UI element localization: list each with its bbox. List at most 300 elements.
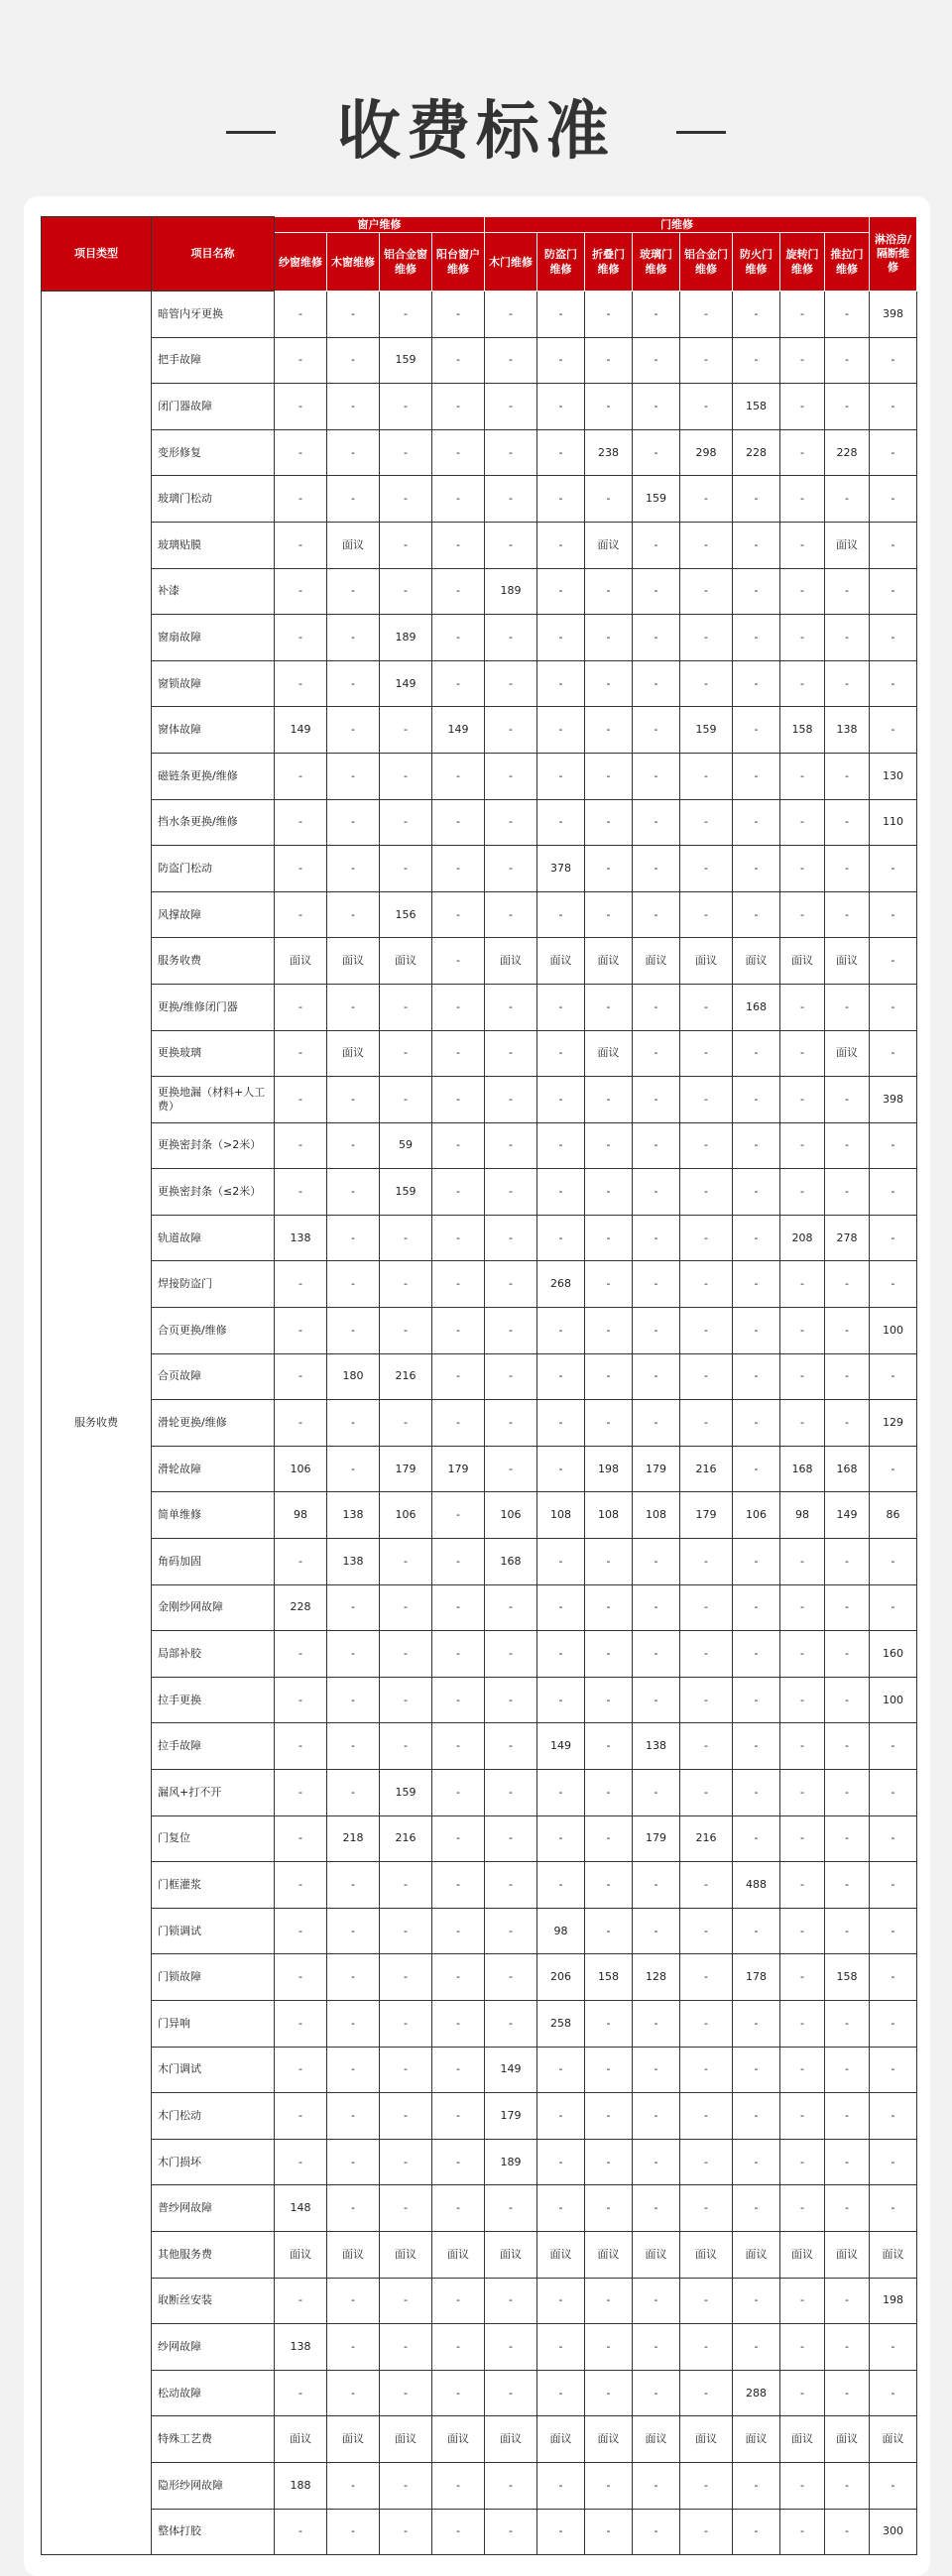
price-cell: 面议	[485, 938, 537, 985]
table-row	[42, 1908, 917, 1954]
price-cell: -	[485, 846, 537, 892]
price-cell: 398	[870, 1077, 917, 1123]
table-row	[42, 615, 917, 661]
price-cell: -	[680, 1908, 733, 1954]
price-cell: -	[680, 2000, 733, 2047]
price-cell: -	[825, 1862, 870, 1909]
price-cell: 268	[537, 1261, 585, 1308]
price-cell: -	[633, 2047, 680, 2093]
price-cell: 159	[680, 707, 733, 754]
item-name: 更换地漏（材料+人工费）	[152, 1077, 275, 1123]
price-cell: 149	[380, 660, 432, 707]
price-cell: -	[825, 2278, 870, 2324]
header-name: 项目名称	[152, 217, 275, 292]
price-cell: -	[432, 660, 485, 707]
price-cell: -	[432, 476, 485, 523]
price-cell: -	[380, 1954, 432, 2001]
price-cell: 面议	[733, 938, 780, 985]
table-row	[42, 846, 917, 892]
price-cell: 378	[537, 846, 585, 892]
price-cell: 面议	[780, 938, 825, 985]
price-cell: -	[585, 1677, 633, 1723]
price-cell: -	[585, 2047, 633, 2093]
price-cell: 160	[870, 1631, 917, 1678]
price-cell: -	[275, 2000, 327, 2047]
header-group-window: 窗户维修	[275, 217, 485, 233]
price-cell: -	[633, 1908, 680, 1954]
price-cell: -	[780, 2509, 825, 2555]
price-cell: -	[485, 1353, 537, 1400]
price-cell: -	[485, 1077, 537, 1123]
header-col-4: 木门维修	[485, 233, 537, 292]
price-cell: 258	[537, 2000, 585, 2047]
table-row	[42, 1122, 917, 1169]
price-cell: 面议	[825, 1030, 870, 1077]
price-cell: -	[432, 2370, 485, 2416]
price-cell: -	[380, 429, 432, 476]
item-name: 门框灌浆	[152, 1862, 275, 1909]
price-cell: -	[633, 337, 680, 384]
price-cell: -	[380, 1030, 432, 1077]
item-name: 取断丝安装	[152, 2278, 275, 2324]
price-cell: -	[485, 429, 537, 476]
price-cell: -	[733, 891, 780, 938]
price-cell: -	[327, 1908, 380, 1954]
price-cell: -	[380, 846, 432, 892]
price-cell: -	[825, 2000, 870, 2047]
price-cell: -	[537, 522, 585, 568]
price-cell: -	[327, 1631, 380, 1678]
price-cell: -	[432, 846, 485, 892]
price-cell: -	[485, 1677, 537, 1723]
price-cell: -	[327, 1261, 380, 1308]
price-cell: -	[537, 660, 585, 707]
price-cell: -	[327, 429, 380, 476]
price-cell: -	[275, 384, 327, 430]
item-name: 特殊工艺费	[152, 2416, 275, 2463]
price-cell: -	[585, 1308, 633, 1354]
price-cell: -	[275, 1400, 327, 1447]
price-cell: -	[825, 891, 870, 938]
price-cell: 面议	[585, 2416, 633, 2463]
price-cell: -	[780, 2278, 825, 2324]
price-cell: -	[275, 1908, 327, 1954]
price-cell: 59	[380, 1122, 432, 1169]
price-cell: -	[780, 292, 825, 338]
price-cell: 238	[585, 429, 633, 476]
price-cell: 106	[733, 1492, 780, 1539]
price-cell: -	[327, 2000, 380, 2047]
price-cell: -	[585, 2139, 633, 2185]
price-cell: -	[780, 384, 825, 430]
price-cell: -	[733, 2324, 780, 2371]
price-cell: -	[537, 2185, 585, 2232]
price-cell: -	[870, 2139, 917, 2185]
price-cell: -	[327, 1169, 380, 1216]
type-cell: 服务收费	[42, 292, 152, 2555]
table-row	[42, 799, 917, 846]
item-name: 更换玻璃	[152, 1030, 275, 1077]
price-cell: -	[680, 1353, 733, 1400]
header-col-8: 铝合金门维修	[680, 233, 733, 292]
price-cell: 488	[733, 1862, 780, 1909]
price-cell: -	[485, 1908, 537, 1954]
price-cell: -	[870, 2185, 917, 2232]
price-cell: -	[485, 384, 537, 430]
price-cell: -	[585, 1169, 633, 1216]
price-cell: -	[680, 2324, 733, 2371]
header-col-9: 防火门维修	[733, 233, 780, 292]
price-cell: -	[537, 2370, 585, 2416]
price-cell: -	[432, 337, 485, 384]
item-name: 角码加固	[152, 1539, 275, 1585]
price-cell: -	[733, 2000, 780, 2047]
table-row	[42, 1631, 917, 1678]
table-row	[42, 429, 917, 476]
price-cell: -	[633, 891, 680, 938]
price-cell: -	[825, 615, 870, 661]
price-cell: -	[537, 1353, 585, 1400]
price-cell: -	[327, 2324, 380, 2371]
price-cell: -	[870, 2000, 917, 2047]
price-cell: 208	[780, 1215, 825, 1261]
price-cell: -	[432, 2509, 485, 2555]
item-name: 把手故障	[152, 337, 275, 384]
price-cell: 159	[380, 1770, 432, 1816]
price-cell: -	[380, 384, 432, 430]
price-cell: -	[825, 1077, 870, 1123]
price-cell: -	[680, 1584, 733, 1631]
price-cell: -	[275, 1353, 327, 1400]
price-cell: -	[825, 2093, 870, 2140]
price-cell: -	[733, 2185, 780, 2232]
price-cell: 面议	[585, 1030, 633, 1077]
price-cell: 228	[275, 1584, 327, 1631]
price-cell: -	[380, 2093, 432, 2140]
price-cell: -	[327, 2509, 380, 2555]
price-cell: -	[327, 1400, 380, 1447]
price-cell: -	[432, 1215, 485, 1261]
price-cell: -	[733, 1030, 780, 1077]
price-cell: -	[380, 1908, 432, 1954]
table-row	[42, 292, 917, 338]
price-cell: -	[327, 846, 380, 892]
price-cell: -	[870, 1862, 917, 1909]
price-cell: -	[633, 1215, 680, 1261]
price-cell: -	[585, 984, 633, 1030]
header-col-7: 玻璃门维修	[633, 233, 680, 292]
price-cell: -	[380, 522, 432, 568]
price-cell: 179	[380, 1446, 432, 1492]
table-row	[42, 2509, 917, 2555]
price-cell: -	[780, 337, 825, 384]
price-cell: 面议	[380, 2416, 432, 2463]
price-cell: -	[275, 2047, 327, 2093]
item-name: 合页故障	[152, 1353, 275, 1400]
title-dash-right	[676, 131, 726, 134]
price-cell: -	[633, 2370, 680, 2416]
price-cell: -	[585, 1400, 633, 1447]
price-cell: 面议	[680, 938, 733, 985]
item-name: 合页更换/维修	[152, 1308, 275, 1354]
price-cell: -	[585, 2509, 633, 2555]
price-cell: -	[537, 292, 585, 338]
price-cell: -	[680, 1400, 733, 1447]
price-cell: -	[733, 2278, 780, 2324]
price-cell: 228	[733, 429, 780, 476]
price-cell: -	[780, 2324, 825, 2371]
price-cell: 168	[485, 1539, 537, 1585]
price-cell: -	[733, 1122, 780, 1169]
price-cell: -	[733, 1215, 780, 1261]
price-cell: -	[870, 2324, 917, 2371]
price-cell: -	[327, 1446, 380, 1492]
table-row	[42, 2185, 917, 2232]
table-row	[42, 1308, 917, 1354]
price-cell: -	[825, 1723, 870, 1770]
price-cell: 198	[870, 2278, 917, 2324]
price-cell: 149	[825, 1492, 870, 1539]
price-cell: -	[870, 891, 917, 938]
price-cell: -	[780, 1677, 825, 1723]
table-row	[42, 2139, 917, 2185]
price-cell: -	[327, 2139, 380, 2185]
price-cell: -	[537, 984, 585, 1030]
price-cell: -	[825, 1539, 870, 1585]
price-cell: -	[870, 846, 917, 892]
price-cell: -	[485, 522, 537, 568]
table-row	[42, 2231, 917, 2278]
price-cell: -	[537, 1077, 585, 1123]
price-cell: -	[680, 1954, 733, 2001]
price-cell: 138	[633, 1723, 680, 1770]
price-cell: -	[432, 522, 485, 568]
price-cell: -	[275, 2139, 327, 2185]
table-row	[42, 476, 917, 523]
price-cell: -	[537, 476, 585, 523]
price-cell: -	[825, 984, 870, 1030]
price-cell: -	[275, 1308, 327, 1354]
price-cell: -	[537, 1862, 585, 1909]
price-cell: -	[825, 660, 870, 707]
price-cell: -	[537, 1400, 585, 1447]
price-cell: 188	[275, 2462, 327, 2509]
price-cell: -	[780, 1261, 825, 1308]
price-cell: -	[825, 2509, 870, 2555]
price-cell: -	[780, 1539, 825, 1585]
price-cell: -	[485, 2185, 537, 2232]
item-name: 简单维修	[152, 1492, 275, 1539]
item-name: 补漆	[152, 568, 275, 615]
item-name: 轨道故障	[152, 1215, 275, 1261]
price-cell: -	[780, 2047, 825, 2093]
price-cell: -	[825, 568, 870, 615]
table-row	[42, 2416, 917, 2463]
price-cell: -	[825, 1353, 870, 1400]
price-cell: 面议	[825, 938, 870, 985]
price-cell: -	[633, 2324, 680, 2371]
table-row	[42, 1446, 917, 1492]
price-cell: 面议	[780, 2231, 825, 2278]
price-cell: -	[733, 2509, 780, 2555]
price-cell: -	[485, 2509, 537, 2555]
price-cell: -	[733, 799, 780, 846]
price-cell: -	[825, 799, 870, 846]
title-bar	[0, 77, 952, 186]
price-cell: -	[825, 846, 870, 892]
table-row	[42, 2462, 917, 2509]
price-cell: -	[825, 2462, 870, 2509]
price-cell: -	[585, 292, 633, 338]
price-cell: -	[870, 1169, 917, 1216]
price-cell: -	[327, 1723, 380, 1770]
price-cell: -	[327, 1122, 380, 1169]
header-col-0: 纱窗维修	[275, 233, 327, 292]
item-name: 滑轮故障	[152, 1446, 275, 1492]
price-cell: -	[780, 1954, 825, 2001]
price-cell: -	[380, 2139, 432, 2185]
price-cell: -	[780, 1584, 825, 1631]
price-cell: 面议	[485, 2416, 537, 2463]
price-cell: 158	[825, 1954, 870, 2001]
price-cell: -	[780, 1169, 825, 1216]
price-cell: 面议	[327, 2231, 380, 2278]
price-cell: -	[780, 753, 825, 799]
item-name: 拉手故障	[152, 1723, 275, 1770]
price-cell: 149	[537, 1723, 585, 1770]
price-cell: -	[485, 1862, 537, 1909]
price-cell: 面议	[485, 2231, 537, 2278]
price-cell: -	[327, 1308, 380, 1354]
price-cell: -	[327, 2047, 380, 2093]
price-cell: 面议	[733, 2416, 780, 2463]
price-cell: -	[733, 1770, 780, 1816]
item-name: 松动故障	[152, 2370, 275, 2416]
price-cell: 106	[275, 1446, 327, 1492]
price-cell: -	[780, 1353, 825, 1400]
price-cell: -	[275, 660, 327, 707]
price-cell: -	[633, 799, 680, 846]
price-cell: -	[432, 1353, 485, 1400]
price-cell: -	[432, 984, 485, 1030]
price-cell: -	[275, 984, 327, 1030]
price-cell: -	[585, 1353, 633, 1400]
table-row	[42, 1492, 917, 1539]
price-cell: -	[380, 476, 432, 523]
price-cell: -	[633, 1584, 680, 1631]
price-cell: -	[275, 292, 327, 338]
price-cell: 128	[633, 1954, 680, 2001]
price-cell: 面议	[275, 938, 327, 985]
price-cell: -	[680, 1030, 733, 1077]
price-cell: 179	[485, 2093, 537, 2140]
price-cell: 158	[585, 1954, 633, 2001]
price-cell: -	[275, 568, 327, 615]
price-cell: -	[870, 2370, 917, 2416]
title-dash-left	[226, 131, 276, 134]
price-cell: -	[585, 384, 633, 430]
price-cell: -	[825, 1308, 870, 1354]
price-cell: -	[585, 1215, 633, 1261]
price-cell: -	[825, 753, 870, 799]
price-cell: -	[633, 2278, 680, 2324]
price-cell: -	[585, 1908, 633, 1954]
header-col-1: 木窗维修	[327, 233, 380, 292]
price-cell: -	[633, 1353, 680, 1400]
price-cell: -	[432, 568, 485, 615]
price-cell: -	[780, 1030, 825, 1077]
price-cell: -	[327, 337, 380, 384]
price-cell: -	[633, 1122, 680, 1169]
price-cell: -	[680, 476, 733, 523]
price-cell: -	[733, 660, 780, 707]
price-cell: -	[485, 1723, 537, 1770]
price-cell: -	[680, 2462, 733, 2509]
price-cell: -	[733, 1815, 780, 1862]
price-cell: -	[633, 2509, 680, 2555]
price-cell: -	[585, 2462, 633, 2509]
price-cell: -	[780, 2139, 825, 2185]
price-cell: -	[870, 1954, 917, 2001]
price-cell: -	[537, 799, 585, 846]
price-cell: -	[585, 660, 633, 707]
price-cell: 180	[327, 1353, 380, 1400]
item-name: 木门松动	[152, 2093, 275, 2140]
price-cell: -	[585, 2185, 633, 2232]
price-cell: -	[485, 2278, 537, 2324]
price-cell: -	[585, 1723, 633, 1770]
price-cell: -	[537, 2093, 585, 2140]
price-cell: -	[327, 2278, 380, 2324]
price-cell: 216	[680, 1815, 733, 1862]
price-cell: -	[733, 2093, 780, 2140]
price-cell: -	[275, 1677, 327, 1723]
price-cell: -	[870, 1723, 917, 1770]
price-cell: -	[680, 891, 733, 938]
price-cell: -	[870, 660, 917, 707]
item-name: 门锁调试	[152, 1908, 275, 1954]
price-cell: 面议	[380, 938, 432, 985]
table-row	[42, 568, 917, 615]
price-cell: -	[380, 2324, 432, 2371]
price-cell: -	[870, 707, 917, 754]
price-cell: -	[380, 2278, 432, 2324]
price-cell: -	[585, 2093, 633, 2140]
price-cell: -	[733, 1539, 780, 1585]
price-cell: -	[870, 1215, 917, 1261]
price-cell: -	[733, 1077, 780, 1123]
price-cell: -	[275, 1954, 327, 2001]
price-cell: -	[380, 1308, 432, 1354]
price-cell: -	[432, 753, 485, 799]
price-cell: -	[680, 799, 733, 846]
price-cell: -	[633, 1862, 680, 1909]
price-cell: -	[585, 1862, 633, 1909]
price-cell: -	[585, 1122, 633, 1169]
price-cell: -	[780, 1723, 825, 1770]
price-cell: -	[680, 2278, 733, 2324]
price-cell: 159	[633, 476, 680, 523]
price-cell: -	[380, 1677, 432, 1723]
price-cell: 106	[380, 1492, 432, 1539]
price-cell: 189	[380, 615, 432, 661]
price-cell: -	[485, 1030, 537, 1077]
price-cell: -	[733, 2139, 780, 2185]
price-cell: -	[432, 1122, 485, 1169]
price-cell: 86	[870, 1492, 917, 1539]
price-cell: 189	[485, 2139, 537, 2185]
price-cell: -	[537, 1815, 585, 1862]
